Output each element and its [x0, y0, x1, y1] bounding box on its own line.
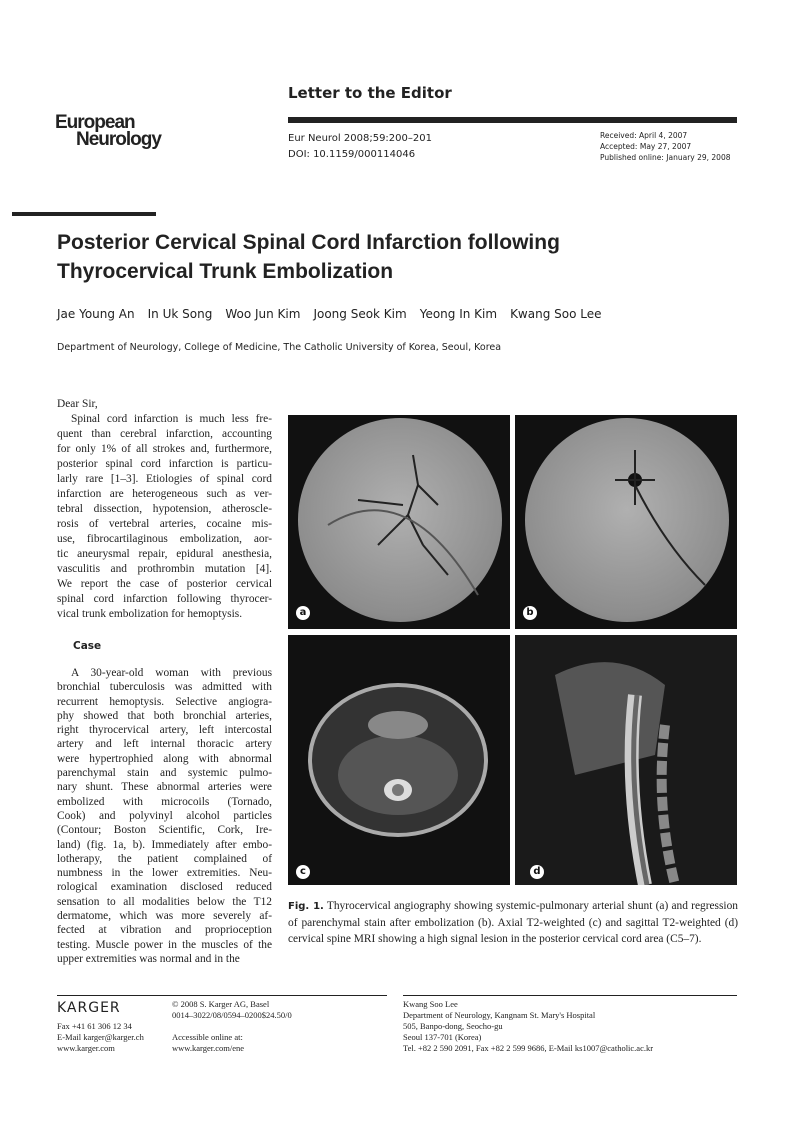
axial-mri [288, 635, 510, 885]
title-line: Posterior Cervical Spinal Cord Infarction following [57, 231, 560, 254]
text-line: bronchial tuberculosis was admitted with [57, 681, 272, 694]
author-name: Kwang Soo Lee [510, 307, 602, 321]
online-label: Accessible online at: [172, 1032, 243, 1042]
text-line: tic aneurysmal repair, epidural anesthesia, [57, 548, 272, 560]
text-line: A 30-year-old woman with previous [71, 667, 272, 679]
caption-text: Thyrocervical angiography showing systemic-pulmonary arterial shunt (a) and regression of parenchymal stain after embolization (b). Axial T2-weighted (c) and sagittal T2-weighted (d) cervical spine MRI showing a high signal lesion in the posterior cervical cord area (C5–7). [288, 900, 738, 945]
text-line: rosis of vertebral arteries, cocaine mis- [57, 518, 272, 530]
figure-panel-b [515, 415, 737, 629]
text-line: use, fibrocartilaginous embolization, aor- [57, 533, 272, 545]
fax: Fax +41 61 306 12 34 [57, 1021, 132, 1031]
email[interactable]: E-Mail karger@karger.ch [57, 1032, 144, 1042]
text-line: lotherapy, the patient complained of [57, 852, 272, 865]
text-line: testing. Muscle power in the muscles of the [57, 938, 272, 951]
affiliation: Department of Neurology, College of Medicine, The Catholic University of Korea, Seoul, Korea [57, 342, 502, 353]
salutation: Dear Sir, [57, 398, 98, 410]
copyright-block [172, 999, 292, 1054]
authors [57, 307, 615, 321]
text-line: larly rare [1–3]. Etiologies of spinal cord [57, 473, 272, 485]
section-label: Letter to the Editor [288, 84, 452, 102]
intro-text [57, 397, 272, 622]
title-line: Thyrocervical Trunk Embolization [57, 260, 394, 283]
author-name: In Uk Song [147, 307, 213, 321]
angiogram-vessels [288, 415, 510, 629]
text-line: numbness in the lower extremities. Neu- [57, 867, 272, 880]
corr-address: Seoul 137-701 (Korea) [403, 1032, 482, 1042]
received-date: Received: April 4, 2007 [600, 131, 688, 140]
text-line: posterior spinal cord infarction is particu- [57, 458, 272, 470]
issn: 0014–3022/08/0594–0200$24.50/0 [172, 1010, 292, 1020]
website-link[interactable]: www.karger.com [57, 1043, 115, 1053]
citation-text: Eur Neurol 2008;59:200–201 [288, 133, 432, 144]
text-line: were hypertrophied along with abnormal [57, 752, 272, 765]
text-line: We report the case of posterior cervical [57, 578, 272, 590]
figure-caption [288, 898, 738, 947]
text-line: nary shunt. These abnormal arteries were [57, 781, 272, 794]
figure-panel-a [288, 415, 510, 629]
panel-label: a [296, 606, 310, 620]
figure-label: Fig. 1. [288, 901, 324, 912]
text-line: vical trunk embolization for hemoptysis. [57, 608, 243, 620]
text-line: fected at vibration and proprioception [57, 924, 272, 937]
publisher-logo: KARGER [57, 1000, 121, 1016]
text-line: right thyrocervical artery, left intercostal [57, 724, 272, 737]
text-line: recurrent hemoptysis. Selective angiogra- [57, 695, 272, 708]
text-line: artery and left internal thoracic artery [57, 738, 272, 751]
footer-rule [403, 995, 737, 996]
footer-rule [57, 995, 387, 996]
accepted-date: Accepted: May 27, 2007 [600, 142, 692, 151]
dates [600, 130, 731, 163]
text-line: Cook) and polyvinyl alcohol particles [57, 809, 272, 822]
published-date: Published online: January 29, 2008 [600, 153, 731, 162]
text-line: land) (fig. 1a, b). Immediately after embo- [57, 838, 272, 851]
figure-panel-c [288, 635, 510, 885]
corr-address: 505, Banpo-dong, Seocho-gu [403, 1021, 503, 1031]
text-line: Spinal cord infarction is much less fre- [71, 413, 272, 425]
text-line: spinal cord infarction following thyrocer- [57, 593, 272, 605]
article-title [57, 228, 747, 286]
author-name: Woo Jun Kim [225, 307, 301, 321]
citation [288, 131, 432, 163]
text-line: vasculitis and prothrombin mutation [4]. [57, 563, 272, 575]
text-line: infarction are heterogeneous such as ver- [57, 488, 272, 500]
text-line: dermatome, which was more severely af- [57, 910, 272, 923]
corr-contact: Tel. +82 2 590 2091, Fax +82 2 599 9686, E-Mail ks1007@catholic.ac.kr [403, 1043, 654, 1053]
case-heading: Case [73, 640, 102, 652]
title-rule [12, 212, 156, 216]
text-line: quent than cerebral infarction, accounting [57, 428, 272, 440]
header-bar [288, 117, 737, 123]
copyright: © 2008 S. Karger AG, Basel [172, 999, 270, 1009]
author-name: Jae Young An [57, 307, 135, 321]
author-name: Joong Seok Kim [313, 307, 407, 321]
text-line: upper extremities was normal and in the [57, 952, 240, 965]
text-line: sensation to all modalities below the T12 [57, 895, 272, 908]
figure-panel-d [515, 635, 737, 885]
text-line: embolized with microcoils (Tornado, [57, 795, 272, 808]
panel-label: b [523, 606, 537, 620]
corr-dept: Department of Neurology, Kangnam St. Mary's Hospital [403, 1010, 596, 1020]
corr-name: Kwang Soo Lee [403, 999, 458, 1009]
panel-label: c [296, 865, 310, 879]
sagittal-mri [515, 635, 737, 885]
text-line: (Contour; Boston Scientific, Cork, Ire- [57, 824, 272, 837]
text-line: phy showed that both bronchial arteries, [57, 709, 272, 722]
publisher-contact [57, 1021, 144, 1054]
journal-logo [55, 114, 161, 148]
text-line: for only 1% of all strokes and, furthermore, [57, 443, 272, 455]
angiogram-vessels [515, 415, 737, 629]
online-link[interactable]: www.karger.com/ene [172, 1043, 244, 1053]
doi[interactable]: DOI: 10.1159/000114046 [288, 149, 416, 160]
text-line: parenchymal stain and systemic pulmo- [57, 767, 272, 780]
text-line: tebral dissection, hypotension, atheroscle- [57, 503, 272, 515]
panel-label: d [530, 865, 544, 879]
logo-line: European [55, 112, 135, 133]
correspondence [403, 999, 653, 1054]
author-name: Yeong In Kim [419, 307, 498, 321]
text-line: rological examination disclosed reduced [57, 881, 272, 894]
case-text [57, 666, 272, 966]
logo-line: Neurology [76, 129, 161, 150]
